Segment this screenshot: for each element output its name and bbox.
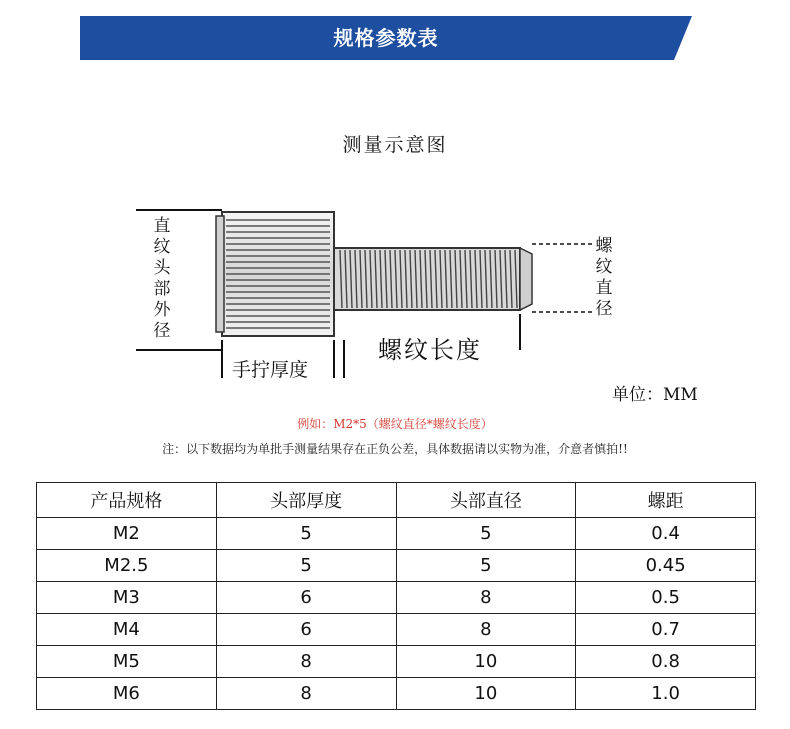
table-cell: 8 [216,646,396,678]
table-cell: 5 [216,550,396,582]
table-header-row [37,483,756,518]
table-cell: 0.5 [576,582,756,614]
header-cell: 头部厚度 [216,483,396,518]
table-cell: 10 [396,678,576,710]
header-banner [0,0,790,80]
table-cell: 5 [396,550,576,582]
table-cell: M2.5 [37,550,217,582]
table-cell: 8 [216,678,396,710]
header-cell: 头部直径 [396,483,576,518]
unit-label: 单位：MM [612,385,698,405]
table-cell: 8 [396,614,576,646]
table-cell: M4 [37,614,217,646]
table-cell: 0.45 [576,550,756,582]
table-cell: 0.4 [576,518,756,550]
header-cell: 螺距 [576,483,756,518]
table-cell: 1.0 [576,678,756,710]
banner-title: 规格参数表 [333,26,439,50]
thread-length-label: 螺纹长度 [378,336,482,364]
table-cell: M5 [37,646,217,678]
header-cell: 产品规格 [37,483,217,518]
table-row [37,582,756,614]
example-text: 例如：M2*5（螺纹直径*螺纹长度） [297,417,493,431]
thread-diameter-label: 螺 纹 直 径 [595,236,613,319]
table-cell: 8 [396,582,576,614]
screw-diagram [0,190,790,394]
screw-head [216,212,334,336]
table-cell: 6 [216,582,396,614]
table-row [37,518,756,550]
table-cell: 5 [216,518,396,550]
head-thickness-label: 手拧厚度 [232,359,309,381]
table-cell: M6 [37,678,217,710]
table-row [37,550,756,582]
disclaimer-note: 注：以下数据均为单批手测量结果存在正负公差，具体数据请以实物为准，介意者慎拍!! [162,442,628,456]
table-cell: M2 [37,518,217,550]
table-row [37,614,756,646]
table-row [37,678,756,710]
head-diameter-label: 直 纹 头 部 外 径 [153,216,171,341]
table-cell: 5 [396,518,576,550]
diagram-title: 测量示意图 [342,134,448,156]
table-cell: 10 [396,646,576,678]
spec-table [36,482,756,710]
screw-thread [334,248,532,310]
table-cell: 6 [216,614,396,646]
table-cell: 0.7 [576,614,756,646]
table-row [37,646,756,678]
table-cell: M3 [37,582,217,614]
table-cell: 0.8 [576,646,756,678]
